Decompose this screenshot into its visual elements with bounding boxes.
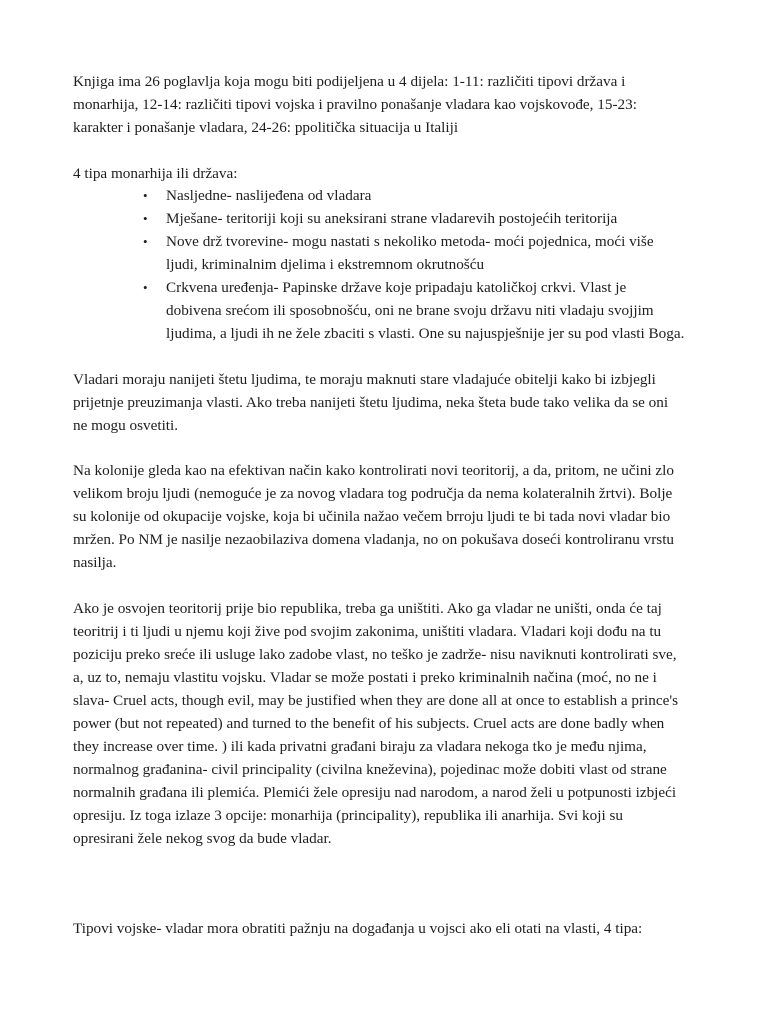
text-line: karakter i ponašanje vladara, 24-26: ppolitička situacija u Italiji bbox=[73, 119, 459, 136]
text-line: su kolonije od okupacije vojske, koja bi učinila nažao večem brroju ljudi te bi tada novi vladar bio bbox=[73, 508, 671, 525]
list-intro: 4 tipa monarhija ili država: bbox=[73, 165, 238, 182]
list-item-text: Crkvena uređenja- Papinske države koje pripadaju katoličkoj crkvi. Vlast je bbox=[166, 279, 627, 296]
list-item-text: dobivena srećom ili sposobnošću, oni ne brane svoju državu niti vladaju svojjim bbox=[166, 302, 654, 319]
text-line: Ako je osvojen teoritorij prije bio republika, treba ga uništiti. Ako ga vladar ne uništi, onda će taj bbox=[73, 600, 662, 617]
text-line: they increase over time. ) ili kada privatni građani biraju za vladara nekoga tko je među njima, bbox=[73, 738, 647, 755]
text-line: monarhija, 12-14: različiti tipovi vojska i pravilno ponašanje vladara kao vojskovođe, 15-23: bbox=[73, 96, 637, 113]
text-line: prijetnje preuzimanja vlasti. Ako treba nanijeti štetu ljudima, neka šteta bude tako velika da se oni bbox=[73, 394, 669, 411]
bullet-icon: • bbox=[143, 188, 148, 203]
text-line: slava- Cruel acts, though evil, may be justified when they are done all at once to establish a prince's bbox=[73, 692, 678, 709]
list-item-text: ljudima, a ljudi ih ne žele zbaciti s vlasti. One su najuspješnije jer su pod vlasti Boga. bbox=[166, 325, 685, 342]
text-line: Tipovi vojske- vladar mora obratiti pažnju na događanja u vojsci ako eli otati na vlasti, 4 tipa: bbox=[73, 920, 643, 937]
list-item-text: Nove drž tvorevine- mogu nastati s nekoliko metoda- moći pojednica, moći više bbox=[166, 233, 654, 250]
text-line: power (but not repeated) and turned to the benefit of his subjects. Cruel acts are done badly when bbox=[73, 715, 665, 732]
text-line: velikom broju ljudi (nemoguće je za novog vladara tog područja da nema kolateralnih žrtvi). Bolje bbox=[73, 485, 673, 502]
text-line: opresirani žele nekog svog da bude vladar. bbox=[73, 830, 332, 847]
text-line: Na kolonije gleda kao na efektivan način kako kontrolirati novi teoritorij, a da, pritom, ne učini zlo bbox=[73, 462, 674, 479]
text-line: poziciju preko sreće ili usluge lako zadobe vlast, no teško je zadrže- nisu naviknuti kontrolirati sve, bbox=[73, 646, 677, 663]
text-line: normalnih građana ili plemića. Plemići žele opresiju nad narodom, a narod želi u potpunosti izbjeći bbox=[73, 784, 677, 801]
text-line: normalnog građanina- civil principality (civilna kneževina), pojedinac može dobiti vlast od strane bbox=[73, 761, 667, 778]
bullet-icon: • bbox=[143, 211, 148, 226]
bullet-icon: • bbox=[143, 280, 148, 295]
text-line: opresiju. Iz toga izlaze 3 opcije: monarhija (principality), republika ili anarhija. Svi koji su bbox=[73, 807, 623, 824]
text-line: nasilja. bbox=[73, 554, 117, 571]
text-line: a, uz to, nemaju vlastitu vojsku. Vladar se može postati i preko kriminalnih načina (moć, no ne i bbox=[73, 669, 657, 686]
list-item-text: Nasljedne- naslijeđena od vladara bbox=[166, 187, 372, 204]
list-item-text: ljudi, kriminalnim djelima i ekstremnom okrutnošću bbox=[166, 256, 485, 273]
text-line: Vladari moraju nanijeti štetu ljudima, te moraju maknuti stare vladajuće obitelji kako bi izbjegli bbox=[73, 371, 656, 388]
text-line: ne mogu osvetiti. bbox=[73, 417, 179, 434]
text-line: teoritrij i ti ljudi u njemu koji žive pod svojim zakonima, uništiti vladara. Vladari koji dođu na tu bbox=[73, 623, 662, 640]
bullet-icon: • bbox=[143, 234, 148, 249]
text-line: Knjiga ima 26 poglavlja koja mogu biti podijeljena u 4 dijela: 1-11: različiti tipovi država i bbox=[73, 73, 626, 90]
list-item-text: Mješane- teritoriji koji su aneksirani strane vladarevih postojećih teritorija bbox=[166, 210, 618, 227]
text-line: mržen. Po NM je nasilje nezaobilaziva domena vladanja, no on pokušava doseći kontroliranu vrstu bbox=[73, 531, 675, 548]
